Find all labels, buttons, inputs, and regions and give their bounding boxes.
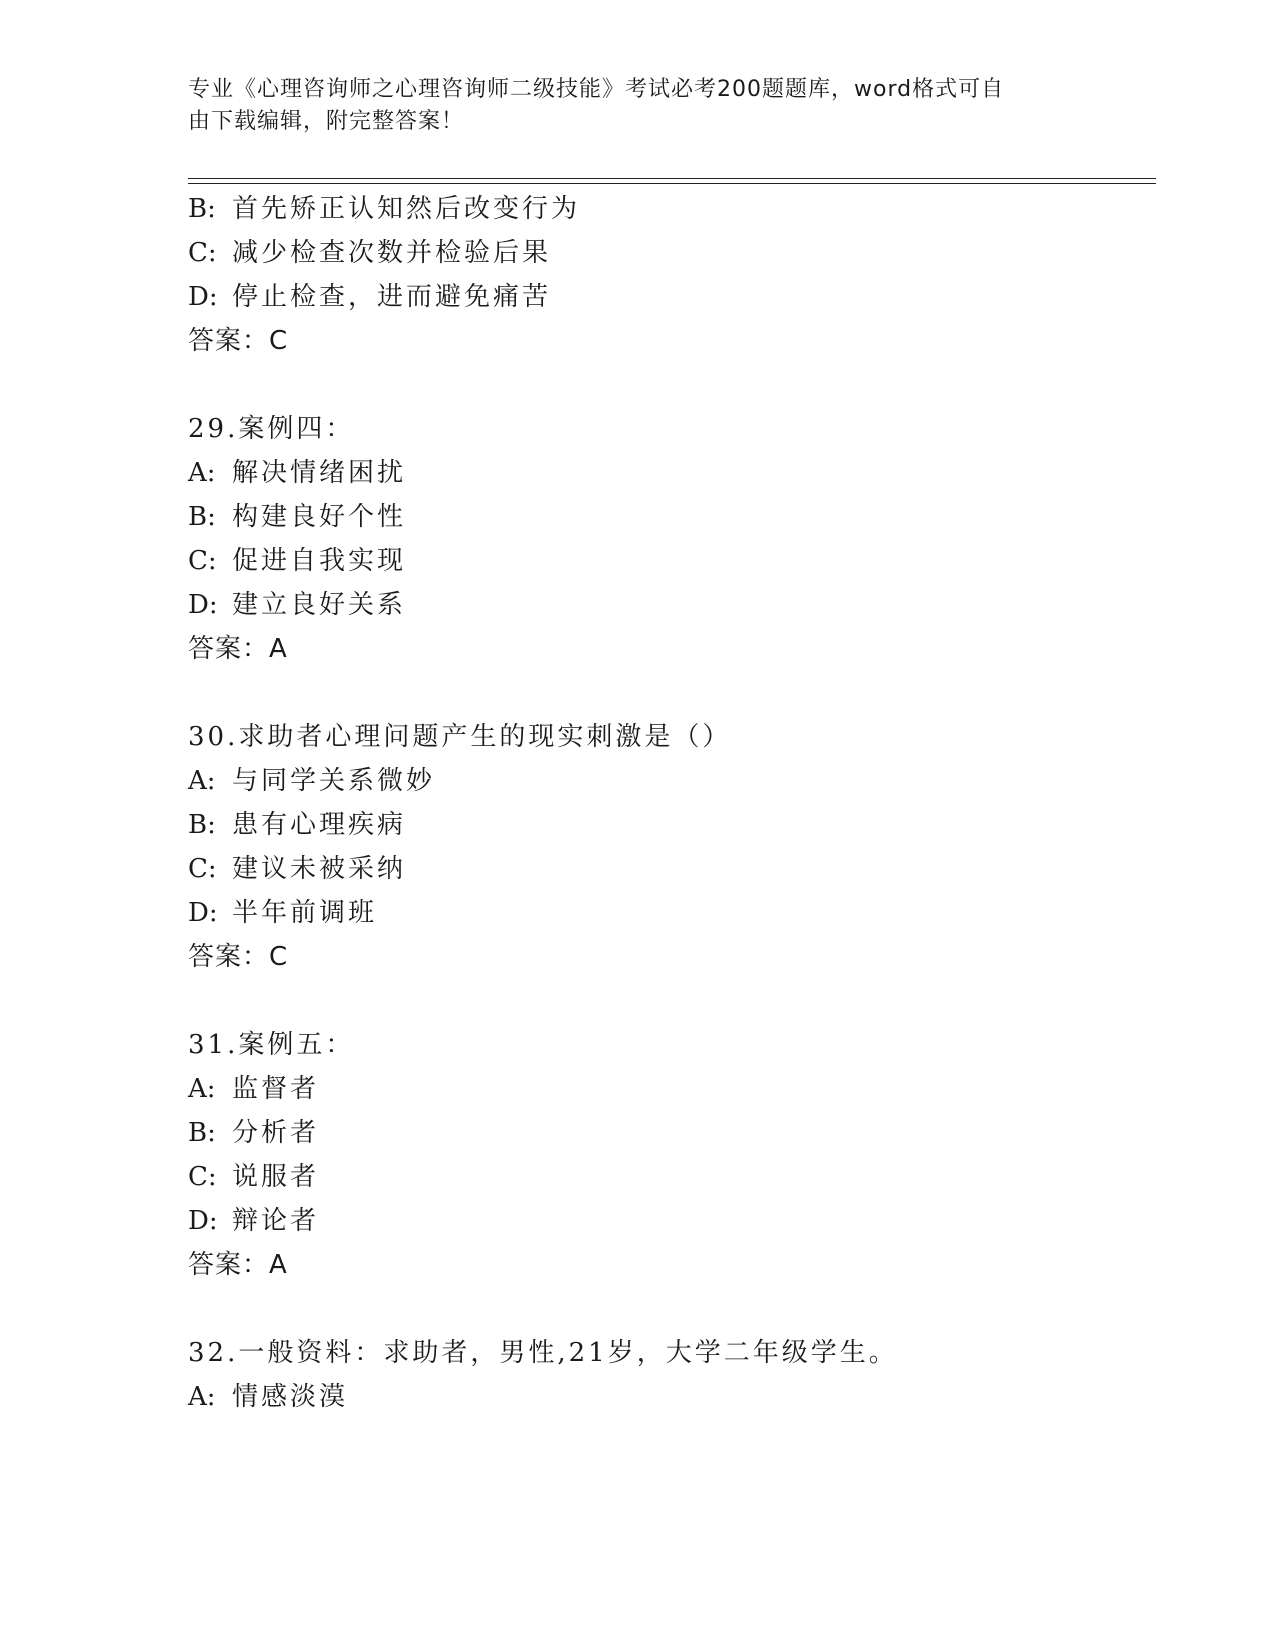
option-letter: D:: [188, 282, 218, 312]
option-text: 监督者: [232, 1074, 320, 1104]
option-b: [188, 189, 580, 229]
option-letter: A:: [188, 458, 216, 488]
option-c: [188, 233, 551, 273]
question-29: 29.案例四：: [188, 414, 355, 444]
option-d: [188, 277, 551, 317]
option-text: 促进自我实现: [232, 546, 407, 576]
option-text: 建立良好关系: [232, 590, 407, 620]
option-letter: B:: [188, 1118, 216, 1148]
question-32: 32.一般资料：求助者，男性,21岁，大学二年级学生。: [188, 1338, 898, 1368]
option-letter: D:: [188, 590, 218, 620]
option-letter: B:: [188, 810, 216, 840]
option-letter: C:: [188, 238, 217, 268]
option-text: 分析者: [232, 1118, 320, 1148]
option-letter: C:: [188, 1162, 217, 1192]
option-text: 减少检查次数并检验后果: [232, 238, 552, 268]
option-a: [188, 1069, 319, 1109]
option-letter: D:: [188, 898, 218, 928]
header-line-1: 专业《心理咨询师之心理咨询师二级技能》考试必考200题题库，word格式可自: [188, 77, 1005, 102]
option-text: 停止检查，进而避免痛苦: [232, 282, 552, 312]
option-letter: C:: [188, 854, 217, 884]
option-text: 说服者: [232, 1162, 320, 1192]
question-31: 31.案例五：: [188, 1030, 355, 1060]
option-c: [188, 541, 406, 581]
option-letter: B:: [188, 194, 216, 224]
option-b: [188, 497, 406, 537]
option-text: 患有心理疾病: [232, 810, 407, 840]
option-letter: A:: [188, 1382, 216, 1412]
question-30: 30.求助者心理问题产生的现实刺激是（）: [188, 722, 732, 752]
option-c: [188, 1157, 319, 1197]
answer-line: 答案：C: [188, 942, 289, 972]
option-c: [188, 849, 406, 889]
option-text: 与同学关系微妙: [232, 766, 436, 796]
answer-line: 答案：A: [188, 1250, 288, 1280]
option-text: 首先矫正认知然后改变行为: [232, 194, 581, 224]
option-a: [188, 761, 435, 801]
option-letter: B:: [188, 502, 216, 532]
option-d: [188, 893, 377, 933]
option-a: [188, 1377, 348, 1417]
document-header: [188, 74, 1068, 138]
answer-line: 答案：C: [188, 326, 289, 356]
option-b: [188, 1113, 319, 1153]
option-b: [188, 805, 406, 845]
option-a: [188, 453, 406, 493]
option-letter: A:: [188, 766, 216, 796]
header-line-2: 由下载编辑，附完整答案！: [188, 109, 465, 134]
option-text: 辩论者: [232, 1206, 320, 1236]
option-letter: D:: [188, 1206, 218, 1236]
option-text: 建议未被采纳: [232, 854, 407, 884]
option-text: 情感淡漠: [232, 1382, 349, 1412]
answer-line: 答案：A: [188, 634, 288, 664]
option-text: 构建良好个性: [232, 502, 407, 532]
option-text: 解决情绪困扰: [232, 458, 407, 488]
header-divider-bottom: [188, 183, 1156, 184]
option-d: [188, 1201, 319, 1241]
option-letter: C:: [188, 546, 217, 576]
option-d: [188, 585, 406, 625]
option-text: 半年前调班: [232, 898, 378, 928]
option-letter: A:: [188, 1074, 216, 1104]
header-divider-top: [188, 178, 1156, 179]
